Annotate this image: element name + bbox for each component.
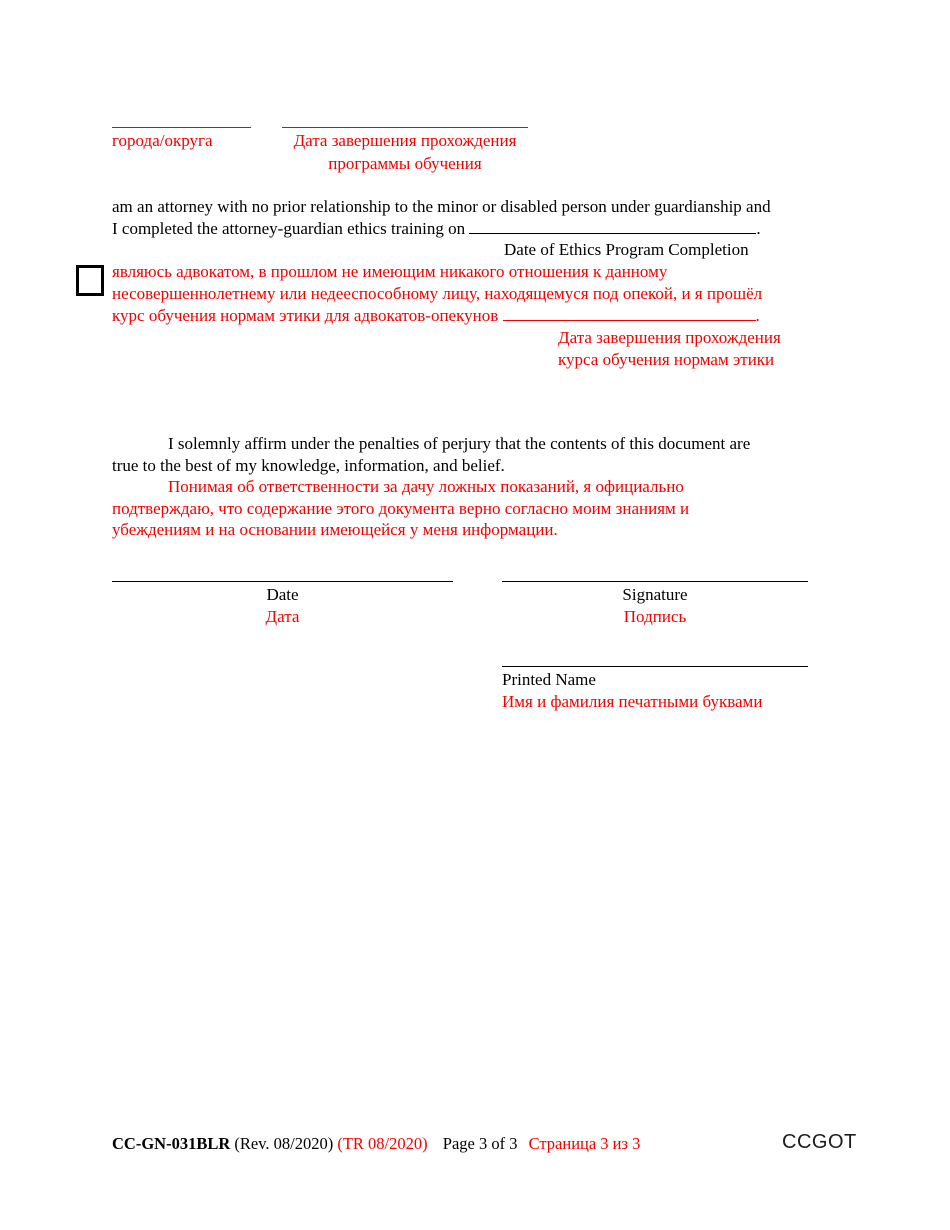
- city-county-label: города/округа: [112, 131, 213, 150]
- ethics-completion-date-input-line-ru[interactable]: [503, 305, 756, 321]
- date-label-ru: Дата: [265, 606, 300, 626]
- training-date-caption-line1: Дата завершения прохождения: [293, 131, 517, 150]
- ethics-completion-caption-ru-line1: Дата завершения прохождения: [558, 328, 781, 347]
- training-date-caption-line2: программы обучения: [328, 154, 482, 173]
- affirmation-ru-line1: Понимая об ответственности за дачу ложных показаний, я официально: [168, 477, 684, 496]
- affirmation-en-line1: I solemnly affirm under the penalties of perjury that the contents of this document are: [168, 434, 751, 453]
- date-label-en: Date: [266, 585, 299, 604]
- training-completion-date-field: [282, 116, 528, 174]
- ethics-completion-date-input-line[interactable]: [469, 218, 756, 234]
- ethics-completion-caption-en: Date of Ethics Program Completion: [504, 240, 749, 259]
- attorney-clause-ru-line2: несовершеннолетнему или недееспособному лицу, находящемуся под опекой, и я прошёл: [112, 284, 763, 303]
- translation-revision: (TR 08/2020): [337, 1134, 428, 1153]
- training-completion-date-blank-line[interactable]: [282, 116, 528, 128]
- date-blank-line[interactable]: [112, 572, 453, 582]
- form-number: CC-GN-031BLR: [112, 1134, 231, 1153]
- printed-name-label-en: Printed Name: [502, 670, 596, 689]
- city-county-blank-line[interactable]: [112, 116, 251, 128]
- attorney-clause-ru: [112, 261, 781, 371]
- ethics-completion-caption-ru-line2: курса обучения нормам этики: [558, 350, 775, 369]
- affirmation-en-line2: true to the best of my knowledge, information, and belief.: [112, 455, 505, 475]
- form-revision: (Rev. 08/2020): [234, 1134, 334, 1153]
- signature-label-ru: Подпись: [623, 606, 687, 626]
- signature-label-en: Signature: [622, 585, 688, 604]
- attorney-clause-ru-line3-text: курс обучения нормам этики для адвокатов-опекунов: [112, 306, 503, 325]
- affirmation-section: [112, 433, 750, 541]
- form-code-watermark: CCGOT: [782, 1131, 857, 1153]
- affirmation-ru-line3: убеждениям и на основании имеющейся у меня информации.: [112, 520, 558, 539]
- printed-name-label-ru: Имя и фамилия печатными буквами: [502, 691, 763, 711]
- attorney-clause-en-line2-period: .: [756, 218, 761, 238]
- page-number-ru: Страница 3 из 3: [528, 1134, 641, 1153]
- printed-name-blank-line[interactable]: [502, 657, 808, 667]
- attorney-clause-en: [112, 196, 771, 261]
- attorney-clause-en-line2-text: I completed the attorney-guardian ethics training on: [112, 218, 470, 238]
- printed-name-field: [502, 657, 808, 712]
- attorney-clause-en-line1: am an attorney with no prior relationship to the minor or disabled person under guardianship and: [112, 197, 771, 216]
- attorney-checkbox[interactable]: [76, 265, 104, 296]
- signature-blank-line[interactable]: [502, 572, 808, 582]
- city-county-field: [112, 116, 251, 151]
- attorney-clause-ru-line3-period: .: [755, 306, 760, 325]
- attorney-clause-ru-line1: являюсь адвокатом, в прошлом не имеющим никакого отношения к данному: [112, 262, 668, 281]
- page-number-en: Page 3 of 3: [442, 1134, 518, 1153]
- footer: [112, 1134, 640, 1154]
- date-signing-field: [112, 572, 453, 627]
- affirmation-ru-line2: подтверждаю, что содержание этого документа верно согласно моим знаниям и: [112, 498, 690, 518]
- attorney-clause-en-line2: [112, 218, 771, 240]
- attorney-clause-ru-line3: [112, 305, 781, 327]
- signature-field: [502, 572, 808, 627]
